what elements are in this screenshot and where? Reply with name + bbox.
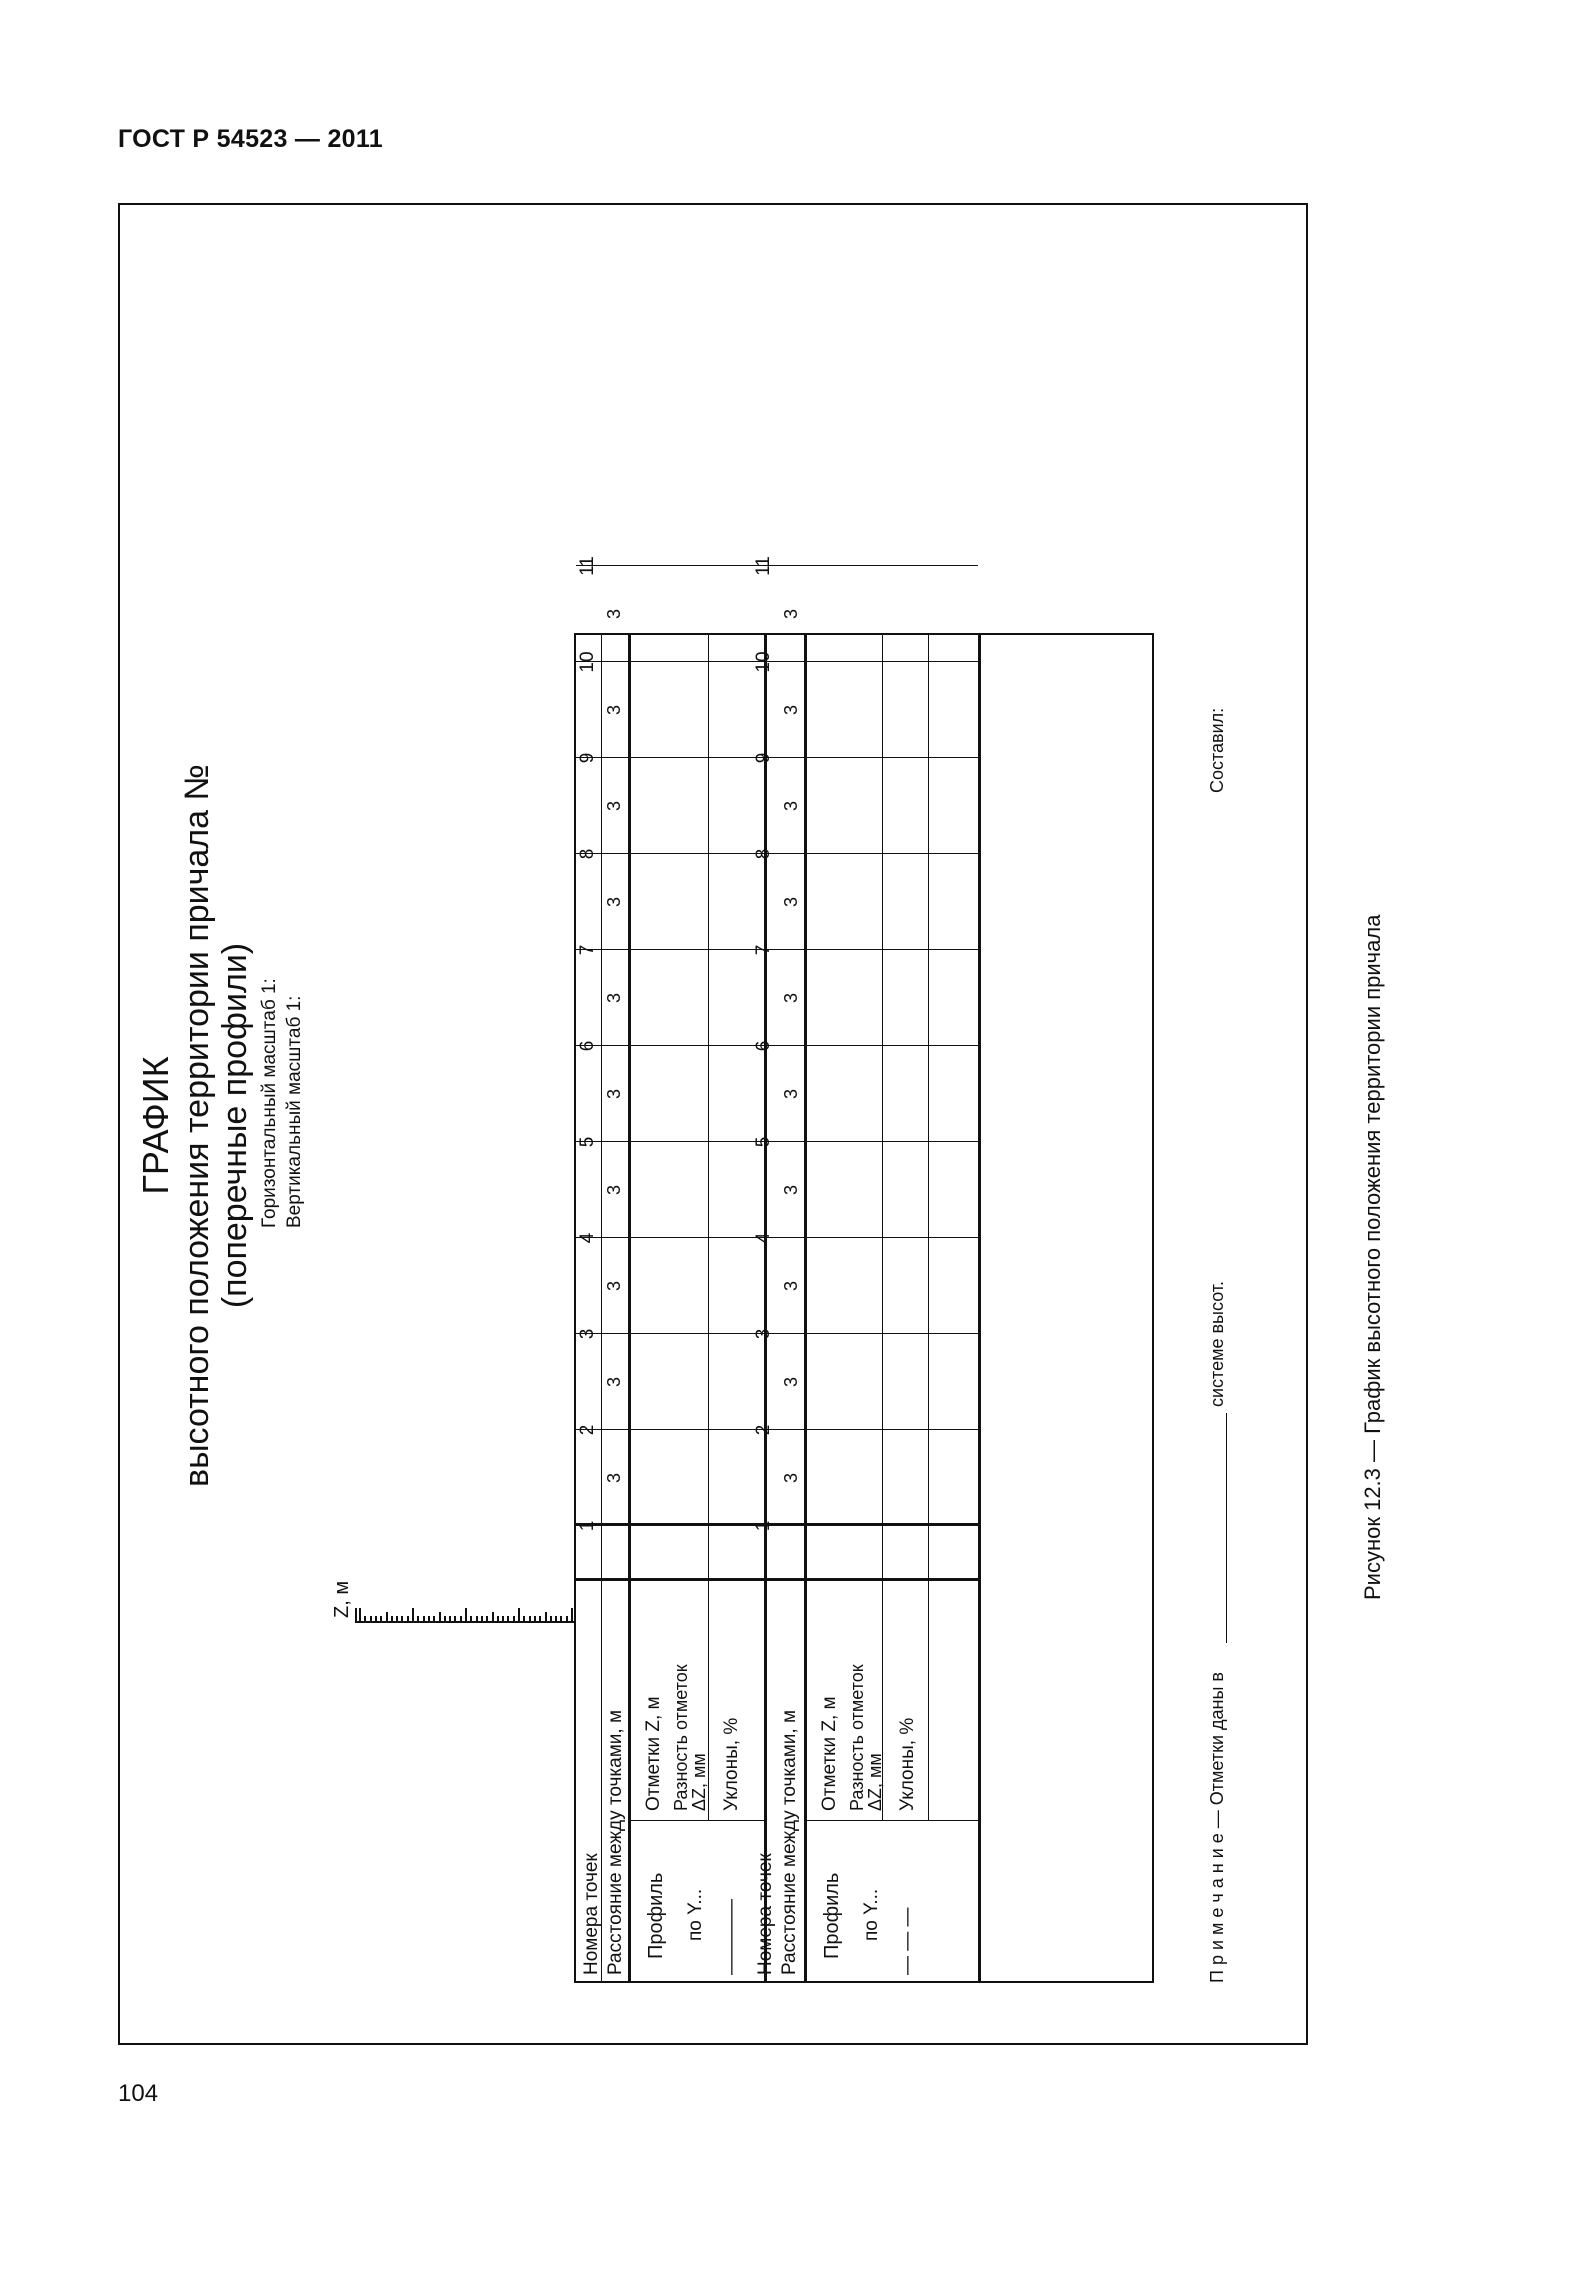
- z-axis-tick: [566, 1616, 568, 1623]
- z-axis-tick: [412, 1608, 414, 1623]
- figure-caption: [1360, 914, 1386, 1680]
- page-number: 104: [118, 2080, 159, 2107]
- row-label-points-1: Номера точек: [581, 1853, 602, 1975]
- point-number: 10: [753, 651, 774, 673]
- table-hline: [804, 635, 807, 1981]
- point-number: 1: [577, 1520, 598, 1532]
- profile-sub-1: по Y...: [685, 1888, 706, 1941]
- row-label-marks-1: Отметки Z, м: [643, 1696, 664, 1811]
- z-axis-tick: [401, 1616, 403, 1623]
- distance-value: 3: [604, 1281, 624, 1292]
- z-axis-tick: [465, 1608, 467, 1623]
- z-axis-ruler: [355, 1608, 575, 1623]
- profile-label-1: Профиль: [645, 1872, 667, 1959]
- z-axis-tick: [518, 1608, 520, 1623]
- point-number: 9: [753, 752, 774, 764]
- z-axis-tick: [497, 1616, 499, 1623]
- table-hline: [928, 635, 929, 1821]
- z-axis-tick: [550, 1616, 552, 1623]
- vertical-scale-label: Вертикальный масштаб 1:: [284, 995, 305, 1228]
- z-axis-tick: [470, 1616, 472, 1623]
- point-column-line: [576, 757, 978, 758]
- point-column-line: [576, 1333, 978, 1334]
- z-axis-tick: [502, 1616, 504, 1623]
- point-number: 11: [753, 556, 774, 576]
- z-axis-tick: [545, 1612, 547, 1623]
- point-number: 7: [753, 944, 774, 956]
- point-number: 9: [577, 752, 598, 764]
- z-axis-tick: [444, 1616, 446, 1623]
- z-axis-tick: [449, 1616, 451, 1623]
- horizontal-scale-label: Горизонтальный масштаб 1:: [259, 978, 280, 1228]
- row-label-diff-2a: Разность отметок: [847, 1664, 867, 1811]
- point-column-line: [576, 1429, 978, 1430]
- z-axis-tick: [364, 1616, 366, 1623]
- figure-subtitle-profiles: (поперечные профили): [216, 942, 254, 1309]
- compiled-by-label: Составил:: [1207, 707, 1227, 793]
- figure-caption-text: Рисунок 12.3 — График высотного положения территории причала: [1360, 914, 1385, 1600]
- point-number: 2: [577, 1424, 598, 1436]
- legend-line-2: — — —: [897, 1907, 918, 1975]
- z-axis-tick: [555, 1616, 557, 1623]
- note-text: П р и м е ч а н и е — Отметки даны в: [1207, 1672, 1227, 1983]
- point-column-line: [576, 853, 978, 854]
- distance-value: 3: [781, 705, 801, 716]
- row-label-slopes-1: Уклоны, %: [721, 1717, 742, 1811]
- distance-value: 3: [604, 801, 624, 812]
- z-axis-tick: [391, 1616, 393, 1623]
- point-column-line: [576, 1237, 978, 1238]
- z-axis-tick: [359, 1608, 361, 1623]
- distance-value: 3: [781, 609, 801, 620]
- point-number: 2: [753, 1424, 774, 1436]
- distance-value: 3: [781, 993, 801, 1004]
- z-axis-tick: [370, 1616, 372, 1623]
- distance-value: 3: [604, 897, 624, 908]
- z-axis-tick: [539, 1616, 541, 1623]
- table-hline: [601, 635, 602, 1981]
- distance-value: 3: [604, 1185, 624, 1196]
- point-column-line: [576, 565, 978, 566]
- distance-value: 3: [604, 993, 624, 1004]
- z-axis-label: Z, м: [331, 1580, 353, 1618]
- distance-value: 3: [781, 1281, 801, 1292]
- distance-value: 3: [604, 1473, 624, 1484]
- z-axis-tick: [454, 1616, 456, 1623]
- note-blank-line: [1226, 1413, 1227, 1643]
- point-column-line: [576, 1523, 978, 1526]
- z-axis-tick: [481, 1616, 483, 1623]
- profile-table: [574, 556, 1154, 1983]
- point-number: 11: [577, 556, 598, 576]
- distance-value: 3: [604, 609, 624, 620]
- z-axis-tick: [476, 1616, 478, 1623]
- distance-value: 3: [781, 1089, 801, 1100]
- point-column-line: [576, 949, 978, 950]
- rotated-figure-content: [120, 208, 1303, 2043]
- distance-value: 3: [604, 705, 624, 716]
- point-number: 3: [577, 1328, 598, 1340]
- distance-value: 3: [781, 1377, 801, 1388]
- point-column-line: [576, 1045, 978, 1046]
- profile-col-divider: [804, 1820, 978, 1821]
- z-axis-tick: [407, 1616, 409, 1623]
- z-axis-tick: [513, 1616, 515, 1623]
- figure-subtitle: высотного положения территории причала №: [178, 764, 216, 1487]
- figure-title: ГРАФИК: [135, 1056, 176, 1195]
- table-hline: [978, 635, 981, 1981]
- point-number: 5: [577, 1136, 598, 1148]
- point-number: 8: [577, 848, 598, 860]
- row-label-marks-2: Отметки Z, м: [819, 1696, 840, 1811]
- figure-frame: [118, 203, 1308, 2045]
- z-axis-tick: [560, 1616, 562, 1623]
- z-axis-tick: [534, 1616, 536, 1623]
- profile-label-2: Профиль: [821, 1872, 843, 1959]
- z-axis-tick: [417, 1616, 419, 1623]
- note-text-suffix: системе высот.: [1207, 1280, 1227, 1407]
- distance-value: 3: [604, 1089, 624, 1100]
- legend-line-1: ————: [721, 1899, 742, 1975]
- point-number: 10: [577, 651, 598, 673]
- profile-col-divider: [628, 1820, 764, 1821]
- point-number: 1: [753, 1520, 774, 1532]
- table-hline: [708, 635, 709, 1821]
- distance-value: 3: [781, 897, 801, 908]
- z-axis-tick: [386, 1612, 388, 1623]
- z-axis-tick: [460, 1616, 462, 1623]
- z-axis-tick: [380, 1616, 382, 1623]
- row-label-diff-1a: Разность отметок: [671, 1664, 691, 1811]
- document-code: ГОСТ Р 54523 — 2011: [118, 125, 383, 153]
- z-axis-tick: [433, 1616, 435, 1623]
- z-axis-tick: [571, 1608, 573, 1623]
- point-number: 6: [577, 1040, 598, 1052]
- row-label-diff-2b: ΔZ, мм: [865, 1753, 885, 1811]
- label-col-divider: [576, 1578, 978, 1581]
- distance-value: 3: [781, 1185, 801, 1196]
- point-number: 3: [753, 1328, 774, 1340]
- distance-value: 3: [781, 801, 801, 812]
- point-number: 7: [577, 944, 598, 956]
- z-axis-tick: [396, 1616, 398, 1623]
- row-label-diff-1b: ΔZ, мм: [689, 1753, 709, 1811]
- z-axis-tick: [492, 1612, 494, 1623]
- distance-value: 3: [781, 1473, 801, 1484]
- z-axis-tick: [523, 1616, 525, 1623]
- z-axis-tick: [439, 1612, 441, 1623]
- table-hline: [628, 635, 631, 1981]
- point-column-line: [576, 661, 978, 662]
- z-axis-tick: [375, 1616, 377, 1623]
- row-label-points-2: Номера точек: [755, 1853, 776, 1975]
- row-label-distance-2: Расстояние между точками, м: [779, 1709, 800, 1975]
- z-axis-tick: [507, 1616, 509, 1623]
- z-axis-tick: [529, 1616, 531, 1623]
- row-label-distance-1: Расстояние между точками, м: [605, 1709, 626, 1975]
- table-hline: [882, 635, 883, 1821]
- z-axis-tick: [428, 1616, 430, 1623]
- point-number: 4: [577, 1232, 598, 1244]
- point-number: 6: [753, 1040, 774, 1052]
- point-column-line: [576, 1141, 978, 1142]
- point-number: 4: [753, 1232, 774, 1244]
- z-axis-tick: [423, 1616, 425, 1623]
- point-number: 8: [753, 848, 774, 860]
- point-number: 5: [753, 1136, 774, 1148]
- z-axis-tick: [486, 1616, 488, 1623]
- profile-sub-2: по Y...: [861, 1888, 882, 1941]
- row-label-slopes-2: Уклоны, %: [897, 1717, 918, 1811]
- distance-value: 3: [604, 1377, 624, 1388]
